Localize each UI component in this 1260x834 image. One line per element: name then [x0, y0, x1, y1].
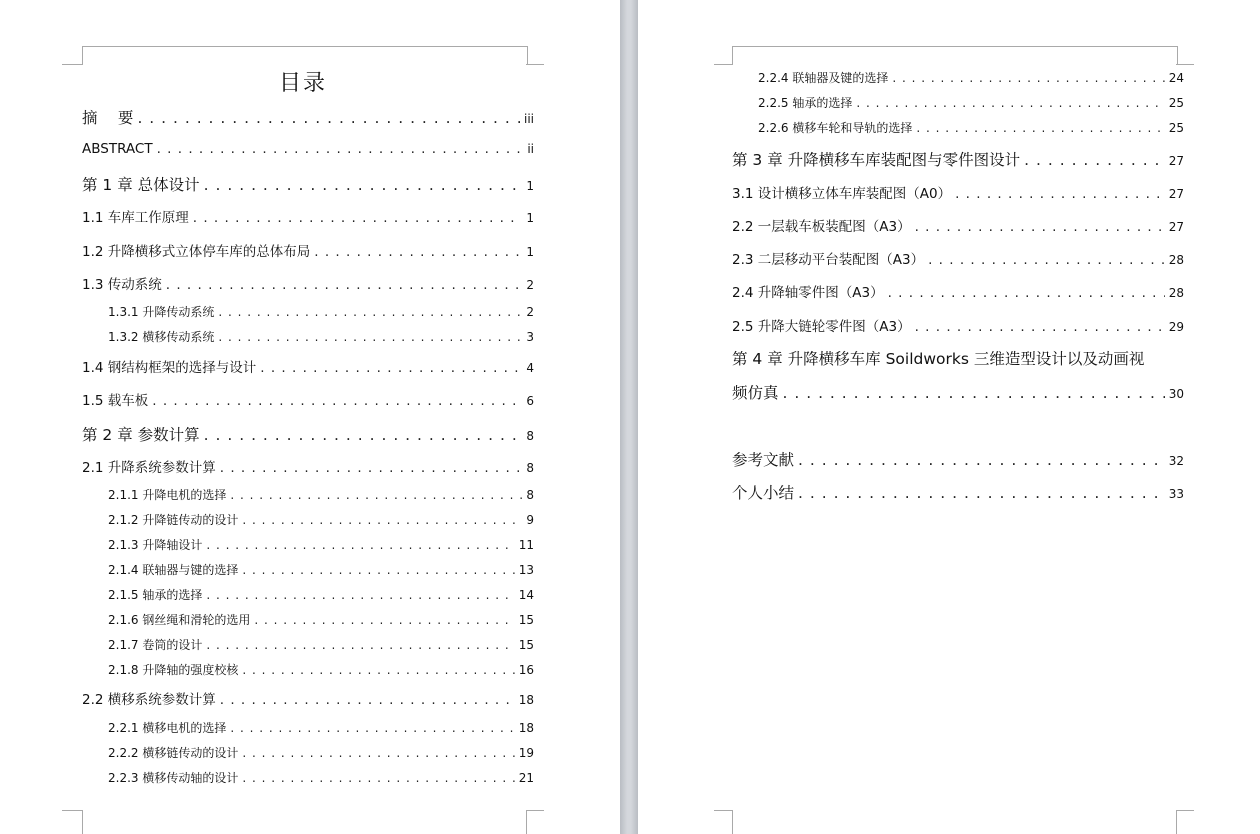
toc-entry-label: 2.2.3 横移传动轴的设计: [108, 771, 239, 785]
document-page-left: [0, 0, 620, 834]
toc-leader-dots: [892, 71, 1164, 85]
toc-leader-dots: [798, 484, 1165, 502]
toc-entry-label: 第 1 章 总体设计: [82, 176, 200, 194]
toc-entry[interactable]: [732, 182, 1184, 202]
page-gutter: [620, 0, 638, 834]
toc-entry[interactable]: [82, 206, 534, 226]
toc-entry[interactable]: [82, 141, 534, 157]
toc-entry-page: 13: [518, 563, 534, 577]
toc-entry[interactable]: [758, 94, 1184, 111]
crop-mark: [732, 810, 733, 834]
toc-entry-label: 第 3 章 升降横移车库装配图与零件图设计: [732, 151, 1021, 169]
crop-mark: [1176, 810, 1194, 811]
toc-entry-page: 1: [526, 179, 534, 193]
toc-entry[interactable]: [108, 303, 534, 320]
toc-entry[interactable]: [108, 744, 534, 761]
toc-leader-dots: [137, 109, 520, 127]
toc-entry-label: 1.3.1 升降传动系统: [108, 305, 215, 319]
toc-leader-dots: [204, 176, 523, 194]
toc-entry-label: 2.4 升降轴零件图（A3）: [732, 285, 884, 301]
toc-leader-dots: [157, 141, 524, 157]
toc-leader-dots: [206, 638, 514, 652]
toc-entry-label: 摘 要: [82, 109, 134, 127]
toc-entry-page: 8: [526, 488, 534, 502]
toc-entry-label: 2.1.8 升降轴的强度校核: [108, 663, 239, 677]
toc-entry-page: 27: [1168, 187, 1184, 201]
crop-mark: [62, 810, 82, 811]
toc-leader-dots: [220, 692, 515, 708]
toc-entry[interactable]: [108, 636, 534, 653]
toc-leader-dots: [314, 244, 522, 260]
toc-entry-page: 11: [518, 538, 534, 552]
toc-entry[interactable]: [732, 248, 1184, 268]
toc-entry-page: 6: [526, 394, 534, 408]
toc-entry-page: 27: [1168, 220, 1184, 234]
crop-mark: [526, 810, 544, 811]
toc-entry[interactable]: [108, 536, 534, 553]
toc-entry[interactable]: [732, 315, 1184, 335]
toc-entry-page: 3: [526, 330, 534, 344]
toc-leader-dots: [220, 460, 523, 476]
toc-leader-dots: [955, 186, 1165, 202]
toc-entry-label: 2.2.6 横移车轮和导轨的选择: [758, 121, 913, 135]
toc-entry-label: 1.5 载车板: [82, 393, 149, 409]
toc-leader-dots: [206, 538, 514, 552]
toc-entry-page: 15: [518, 613, 534, 627]
toc-entry[interactable]: [108, 486, 534, 503]
toc-entry-page: 24: [1168, 71, 1184, 85]
toc-entry-page: 4: [526, 361, 534, 375]
toc-entry-page: 21: [518, 771, 534, 785]
toc-entry-label: 2.2.2 横移链传动的设计: [108, 746, 239, 760]
toc-leader-dots: [254, 613, 514, 627]
toc-entry[interactable]: [758, 69, 1184, 86]
toc-entry-page: 9: [526, 513, 534, 527]
toc-entry-label: 个人小结: [732, 484, 795, 502]
toc-entry[interactable]: [732, 148, 1184, 170]
toc-entry-label: 1.3 传动系统: [82, 277, 162, 293]
crop-mark: [526, 810, 527, 834]
toc-entry[interactable]: [758, 119, 1184, 136]
toc-leader-dots: [204, 426, 523, 444]
toc-leader-dots: [152, 393, 522, 409]
toc-entry[interactable]: [108, 561, 534, 578]
crop-mark: [82, 810, 83, 834]
toc-entry[interactable]: [108, 586, 534, 603]
toc-entry-label: 2.2 一层载车板装配图（A3）: [732, 219, 911, 235]
toc-entry-page: 15: [518, 638, 534, 652]
toc-entry[interactable]: [82, 456, 534, 476]
toc-entry-label: 2.1.1 升降电机的选择: [108, 488, 227, 502]
toc-entry-page: 29: [1168, 320, 1184, 334]
toc-leader-dots: [915, 319, 1165, 335]
toc-entry-page: 19: [518, 746, 534, 760]
toc-entry-label: 1.2 升降横移式立体停车库的总体布局: [82, 244, 311, 260]
toc-entry-label: 2.2 横移系统参数计算: [82, 692, 216, 708]
toc-leader-dots: [166, 277, 523, 293]
toc-entry[interactable]: [108, 328, 534, 345]
toc-entry[interactable]: [82, 173, 534, 195]
toc-entry-page: 8: [526, 429, 534, 443]
toc-leader-dots: [916, 121, 1164, 135]
toc-entry-page: 2: [526, 278, 534, 292]
toc-leader-dots: [928, 252, 1165, 268]
toc-entry-page: 14: [518, 588, 534, 602]
document-page-right: [638, 0, 1260, 834]
toc-entry[interactable]: [108, 719, 534, 736]
toc-leader-dots: [230, 721, 514, 735]
toc-entry[interactable]: [732, 381, 1184, 403]
toc-entry-label: 2.2.4 联轴器及键的选择: [758, 71, 889, 85]
toc-entry-page: 27: [1168, 154, 1184, 168]
toc-entry[interactable]: [732, 481, 1184, 503]
toc-entry-label: 2.3 二层移动平台装配图（A3）: [732, 252, 925, 268]
toc-title: 目录: [278, 71, 327, 96]
toc-leader-dots: [242, 663, 514, 677]
toc-entry-label: 2.2.5 轴承的选择: [758, 96, 853, 110]
toc-leader-dots: [888, 285, 1165, 301]
toc-leader-dots: [798, 451, 1165, 469]
toc-leader-dots: [856, 96, 1164, 110]
crop-mark: [62, 64, 82, 65]
toc-entry-page: 1: [526, 245, 534, 259]
toc-entry-page: 30: [1168, 387, 1184, 401]
toc-entry-label: 第 2 章 参数计算: [82, 426, 200, 444]
toc-entry-label: 1.4 钢结构框架的选择与设计: [82, 360, 257, 376]
toc-entry-page: iii: [523, 112, 534, 126]
toc-entry-label: 2.1.2 升降链传动的设计: [108, 513, 239, 527]
toc-entry[interactable]: [108, 769, 534, 786]
toc-entry-page: 25: [1168, 96, 1184, 110]
crop-mark: [714, 64, 732, 65]
toc-entry[interactable]: [732, 281, 1184, 301]
toc-entry-page: 25: [1168, 121, 1184, 135]
toc-leader-dots: [260, 360, 522, 376]
toc-entry[interactable]: [732, 448, 1184, 470]
toc-entry[interactable]: [82, 106, 534, 128]
toc-leader-dots: [218, 305, 522, 319]
toc-entry-label: 2.1.4 联轴器与键的选择: [108, 563, 239, 577]
toc-leader-dots: [193, 210, 523, 226]
toc-entry-page: 18: [518, 693, 534, 707]
toc-entry-page: 28: [1168, 286, 1184, 300]
toc-entry-page: 8: [526, 461, 534, 475]
toc-leader-dots: [218, 330, 522, 344]
toc-entry[interactable]: [82, 273, 534, 293]
toc-entry-page: 28: [1168, 253, 1184, 267]
crop-mark: [526, 64, 544, 65]
toc-entry[interactable]: [82, 389, 534, 409]
toc-entry[interactable]: [82, 240, 534, 260]
toc-entry-label: 2.1.6 钢丝绳和滑轮的选用: [108, 613, 251, 627]
toc-entry-label: 频仿真: [732, 384, 779, 402]
toc-leader-dots: [230, 488, 522, 502]
toc-entry-page: 1: [526, 211, 534, 225]
toc-entry-label: 1.1 车库工作原理: [82, 210, 189, 226]
toc-entry-label: 3.1 设计横移立体车库装配图（A0）: [732, 186, 952, 202]
toc-leader-dots: [242, 563, 514, 577]
crop-mark: [714, 810, 732, 811]
toc-leader-dots: [915, 219, 1165, 235]
toc-entry-label: 2.1.5 轴承的选择: [108, 588, 203, 602]
toc-entry-page: 18: [518, 721, 534, 735]
toc-leader-dots: [242, 746, 514, 760]
toc-entry-page: ii: [527, 142, 534, 156]
toc-entry-label-line1[interactable]: 第 4 章 升降横移车库 Soildworks 三维造型设计以及动画视: [732, 350, 1145, 368]
toc-entry[interactable]: [82, 688, 534, 708]
toc-entry-label: 2.1.7 卷筒的设计: [108, 638, 203, 652]
toc-entry-label: 参考文献: [732, 451, 795, 469]
toc-entry[interactable]: [732, 215, 1184, 235]
crop-mark: [82, 46, 528, 65]
toc-entry[interactable]: [108, 661, 534, 678]
toc-entry-page: 16: [518, 663, 534, 677]
toc-leader-dots: [206, 588, 514, 602]
toc-entry-page: 2: [526, 305, 534, 319]
toc-entry-page: 32: [1168, 454, 1184, 468]
toc-entry-label: 2.1 升降系统参数计算: [82, 460, 216, 476]
toc-entry-label: 2.1.3 升降轴设计: [108, 538, 203, 552]
toc-entry-label: 1.3.2 横移传动系统: [108, 330, 215, 344]
toc-entry[interactable]: [108, 511, 534, 528]
toc-entry[interactable]: [82, 356, 534, 376]
toc-entry-label: ABSTRACT: [82, 141, 153, 157]
toc-entry-page: 33: [1168, 487, 1184, 501]
toc-leader-dots: [242, 513, 522, 527]
toc-leader-dots: [783, 384, 1165, 402]
crop-mark: [1176, 64, 1194, 65]
toc-entry-label: 2.2.1 横移电机的选择: [108, 721, 227, 735]
toc-leader-dots: [1024, 151, 1165, 169]
toc-entry-label: 2.5 升降大链轮零件图（A3）: [732, 319, 911, 335]
toc-leader-dots: [242, 771, 514, 785]
toc-entry[interactable]: [108, 611, 534, 628]
crop-mark: [732, 46, 1178, 65]
crop-mark: [1176, 810, 1177, 834]
toc-entry[interactable]: [82, 423, 534, 445]
